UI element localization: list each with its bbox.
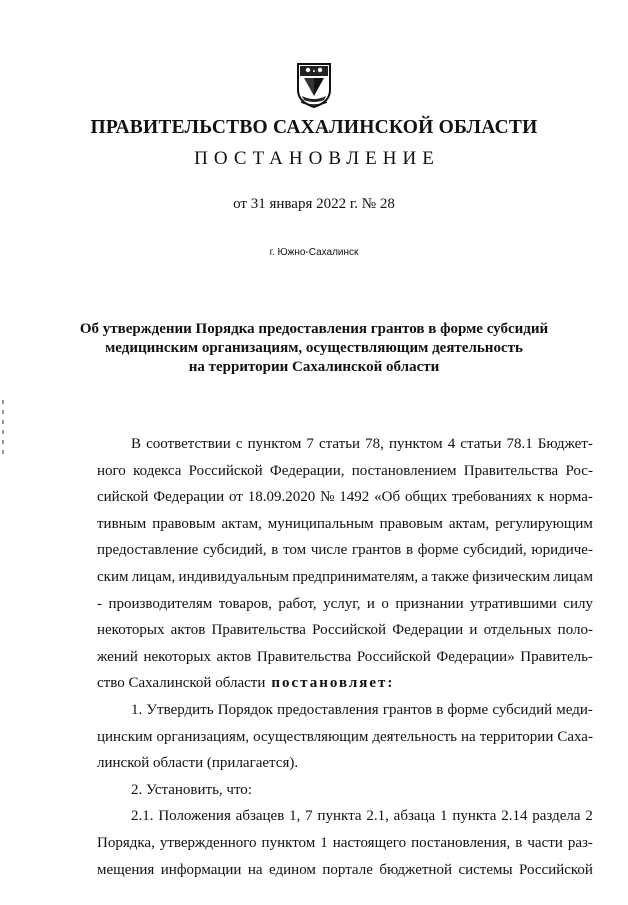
document-date-number: от 31 января 2022 г. № 28 [233,196,395,212]
body-line: линской области (прилагается). [97,755,299,772]
government-title: ПРАВИТЕЛЬСТВО САХАЛИНСКОЙ ОБЛАСТИ [90,117,538,138]
body-line: 2.1. Положения абзацев 1, 7 пункта 2.1, абзаца 1 пункта 2.14 раздела 2 [131,808,593,825]
body-line: мещения информации на едином портале бюджетной системы Российской [97,861,593,878]
body-line: некоторых актов Правительства Российской Федерации и отдельных поло- [97,622,593,639]
body-line: ного кодекса Российской Федерации, постановлением Правительства Рос- [97,462,593,479]
body-line: В соответствии с пунктом 7 статьи 78, пунктом 4 статьи 78.1 Бюджет- [131,436,593,452]
body-line: 1. Утвердить Порядок предоставления грантов в форме субсидий меди- [131,701,593,718]
document-city: г. Южно-Сахалинск [269,247,359,258]
body-line: - производителям товаров, работ, услуг, и о признании утратившими силу [97,595,593,612]
body-line: сийской Федерации от 18.09.2020 № 1492 «Об общих требованиях к норма- [97,489,593,506]
document-type: ПОСТАНОВЛЕНИЕ [194,148,440,169]
resolve-word: постановляет: [271,675,395,692]
body-line: цинским организациям, осуществляющим деятельность на территории Саха- [97,728,593,745]
body-line: 2. Установить, что: [131,781,252,798]
body-line: предоставление субсидий, в том числе грантов в форме субсидий, юридиче- [97,542,593,559]
body-line: Порядка, утвержденного пунктом 1 настоящего постановления, в части раз- [97,834,593,851]
body-line-resolve [97,670,593,697]
scan-edge-mark [2,400,4,460]
body-line: тивным правовым актам, муниципальным правовым актам, регулирующим [97,515,593,532]
body-line-text: ство Сахалинской области [97,675,266,692]
heading-line: медицинским организациям, осуществляющим деятельность [105,340,523,356]
body-line: жений некоторых актов Правительства Российской Федерации» Правитель- [97,648,593,665]
sakhalin-coat-of-arms-icon [296,62,332,108]
document-heading [0,320,628,377]
heading-line: на территории Сахалинской области [188,359,440,375]
body-line: ским лицам, индивидуальным предпринимателям, а также физическим лицам [97,568,593,585]
heading-line: Об утверждении Порядка предоставления грантов в форме субсидий [79,321,549,337]
document-body [97,431,593,883]
